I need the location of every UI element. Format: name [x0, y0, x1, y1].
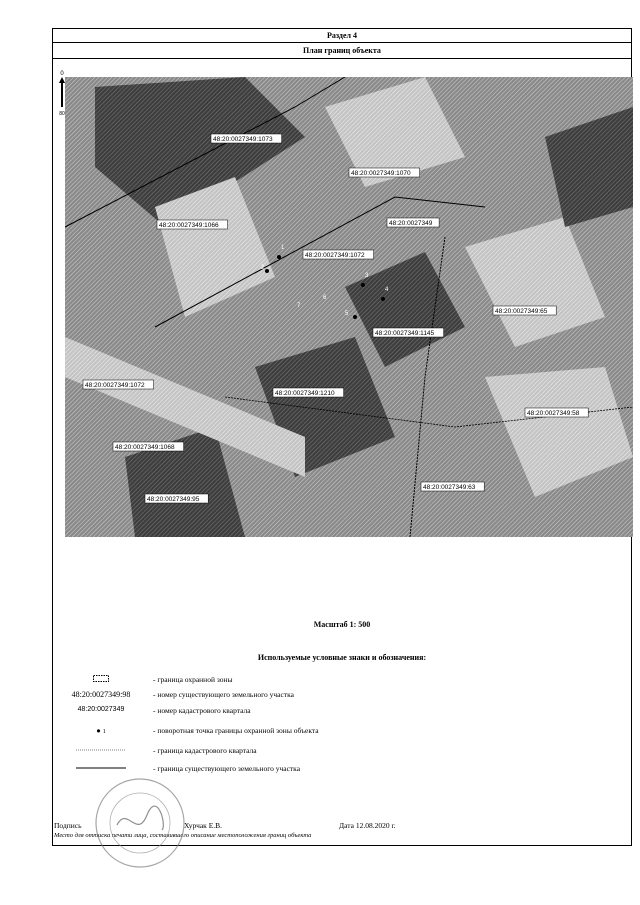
parcel-label [83, 380, 154, 389]
parcel-label [157, 220, 228, 229]
map-scale: Масштаб 1: 500 [313, 620, 371, 629]
parcel-label [493, 306, 556, 315]
point-label: 4 [385, 287, 389, 293]
svg-text:48:20:0027349:1066: 48:20:0027349:1066 [159, 222, 219, 229]
point-label: 7 [297, 303, 301, 309]
point-label: 1 [281, 245, 285, 251]
parcel-label [349, 168, 420, 177]
svg-text:48:20:0027349:58: 48:20:0027349:58 [527, 410, 580, 417]
svg-text:48:20:0027349:1072: 48:20:0027349:1072 [305, 252, 365, 259]
svg-text:48:20:0027349:63: 48:20:0027349:63 [423, 484, 476, 491]
svg-text:48:20:0027349:1210: 48:20:0027349:1210 [275, 390, 335, 397]
seal-stamp-icon [92, 775, 188, 871]
signature-mark [117, 806, 163, 830]
svg-text:48:20:0027349:1068: 48:20:0027349:1068 [115, 444, 175, 451]
turning-point-1 [277, 255, 281, 259]
north-label: 0 [60, 71, 64, 77]
section-header: Раздел 4 [53, 29, 631, 43]
parcel-boundary-icon [53, 764, 149, 773]
document-frame: Раздел 4 План границ объекта 0 80 48:20:0027349:1073 48:20:0027349:1070 48:20:0027349:1066 48:20:0027349 48:20:0027349:1072 48:20:0027349:65 48:20:0027349:1145 48:20:0027349:1072 48:20:0027349:1210 48:20:0027349:58 48:20:0027349:1068 48:20:0027349:95 48:20:0027349:63 1 2 3 4 5 6 7 Масштаб 1: 500 Используемые условные знаки и обозначения: - граница охранной зоны 48:20:0027349:98 - номер существующего земельного участка 48:20:0027349 - номер кадастрового квартала ● 1 - поворотная точка границы охранной зоны объекта - граница кадастрового квартала - граница существующего земельного участка Подпись Хурчак Е.В. Дата 12.08.2020 г. Место для оттиска печати лица, составившего описание местоположения границ объекта [52, 28, 632, 846]
svg-text:48:20:0027349:1145: 48:20:0027349:1145 [375, 330, 435, 337]
svg-text:48:20:0027349:1073: 48:20:0027349:1073 [213, 136, 273, 143]
page-title: План границ объекта [53, 43, 631, 59]
parcel-label [303, 250, 374, 259]
cadastral-map [65, 77, 633, 537]
signature-date: Дата 12.08.2020 г. [339, 821, 396, 830]
svg-text:48:20:0027349:1072: 48:20:0027349:1072 [85, 382, 145, 389]
zone-boundary-icon [53, 675, 149, 684]
point-label: 5 [345, 311, 349, 317]
svg-text:48:20:0027349:95: 48:20:0027349:95 [147, 496, 200, 503]
turning-point-5 [353, 315, 357, 319]
signer-name: Хурчак Е.В. [184, 821, 223, 830]
parcel-label [145, 494, 208, 503]
legend-title: Используемые условные знаки и обозначения: [257, 653, 427, 662]
stamp-note: Место для оттиска печати лица, составившего описание местоположения границ объекта [54, 832, 312, 839]
point-label: 6 [323, 295, 327, 301]
turning-point-3 [361, 283, 365, 287]
svg-text:48:20:0027349:65: 48:20:0027349:65 [495, 308, 548, 315]
svg-text:48:20:0027349: 48:20:0027349 [389, 220, 433, 227]
quarter-boundary-icon [53, 746, 149, 755]
point-label: 3 [365, 273, 369, 279]
turning-point-2 [265, 269, 269, 273]
svg-text:48:20:0027349:1070: 48:20:0027349:1070 [351, 170, 411, 177]
turning-point-icon: ● 1 [96, 726, 106, 735]
north-value: 80 [59, 111, 65, 117]
point-label: 2 [261, 265, 265, 271]
parcel-label [387, 218, 439, 227]
signature-label: Подпись [54, 821, 82, 830]
parcel-label [525, 408, 588, 417]
parcel-label [273, 388, 344, 397]
parcel-label [211, 134, 282, 143]
parcel-label [421, 482, 484, 491]
parcel-label [113, 442, 184, 451]
parcel-label [373, 328, 444, 337]
turning-point-4 [381, 297, 385, 301]
